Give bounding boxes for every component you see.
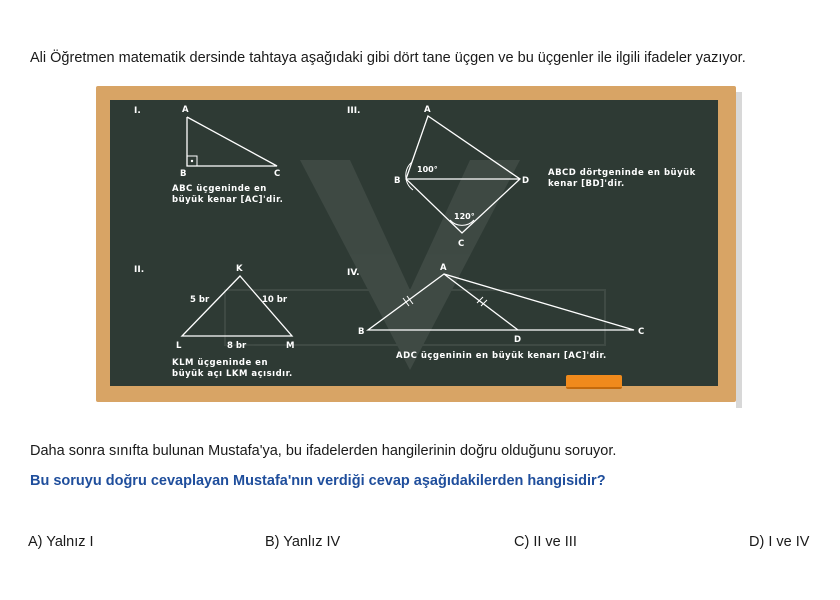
fig2-statement-line1: KLM üçgeninde en [172, 358, 269, 368]
chalkboard [96, 86, 746, 408]
option-b[interactable]: B) Yanlız IV [265, 534, 341, 550]
board-drawings [110, 100, 718, 386]
fig1-statement-line1: ABC üçgeninde en [172, 184, 267, 194]
question-prompt: Bu soruyu doğru cevaplayan Mustafa'nın verdiği cevap aşağıdakilerden hangisidir? [30, 473, 606, 489]
fig3-label-a: A [424, 105, 431, 115]
fig1-statement-line2: büyük kenar [AC]'dir. [172, 195, 284, 205]
fig4-label-a: A [440, 263, 447, 273]
fig3-angle-b: 100° [417, 165, 438, 174]
fig2-side-km: 10 br [262, 295, 288, 305]
fig4-label-d: D [514, 335, 522, 345]
fig3-label-b: B [394, 176, 401, 186]
fig1-label-c: C [274, 169, 281, 179]
intro-text: Ali Öğretmen matematik dersinde tahtaya aşağıdaki gibi dört tane üçgen ve bu üçgenler ile ilgili ifadeler yazıyor. [30, 50, 746, 66]
watermark-logo [225, 160, 605, 370]
fig2-label-m: M [286, 341, 295, 351]
fig3-statement-line2: kenar [BD]'dir. [548, 179, 625, 189]
fig2-side-kl: 5 br [190, 295, 210, 305]
fig3-angle-c: 120° [454, 212, 475, 221]
fig2-statement-line2: büyük açı LKM açısıdır. [172, 369, 293, 379]
triangle-abc [187, 117, 277, 166]
chalkboard-eraser [566, 375, 622, 389]
chalkboard-surface [110, 100, 718, 386]
option-c[interactable]: C) II ve III [514, 534, 577, 550]
fig1-label-b: B [180, 169, 187, 179]
option-d[interactable]: D) I ve IV [749, 534, 810, 550]
roman-ii: II. [134, 265, 145, 275]
roman-iv: IV. [347, 268, 360, 278]
fig2-label-l: L [176, 341, 182, 351]
fig4-label-c: C [638, 327, 645, 337]
option-a[interactable]: A) Yalnız I [28, 534, 94, 550]
fig3-label-c: C [458, 239, 465, 249]
fig4-label-b: B [358, 327, 365, 337]
triangle-klm [182, 276, 292, 336]
question-intro: Daha sonra sınıfta bulunan Mustafa'ya, bu ifadelerden hangilerinin doğru olduğunu soruyor. [30, 443, 617, 459]
fig2-side-lm: 8 br [227, 341, 247, 351]
roman-i: I. [134, 106, 141, 116]
fig3-label-d: D [522, 176, 530, 186]
fig4-statement: ADC üçgeninin en büyük kenarı [AC]'dir. [396, 351, 607, 361]
fig3-statement-line1: ABCD dörtgeninde en büyük [548, 168, 696, 178]
roman-iii: III. [347, 106, 361, 116]
fig1-label-a: A [182, 105, 189, 115]
fig2-label-k: K [236, 264, 243, 274]
